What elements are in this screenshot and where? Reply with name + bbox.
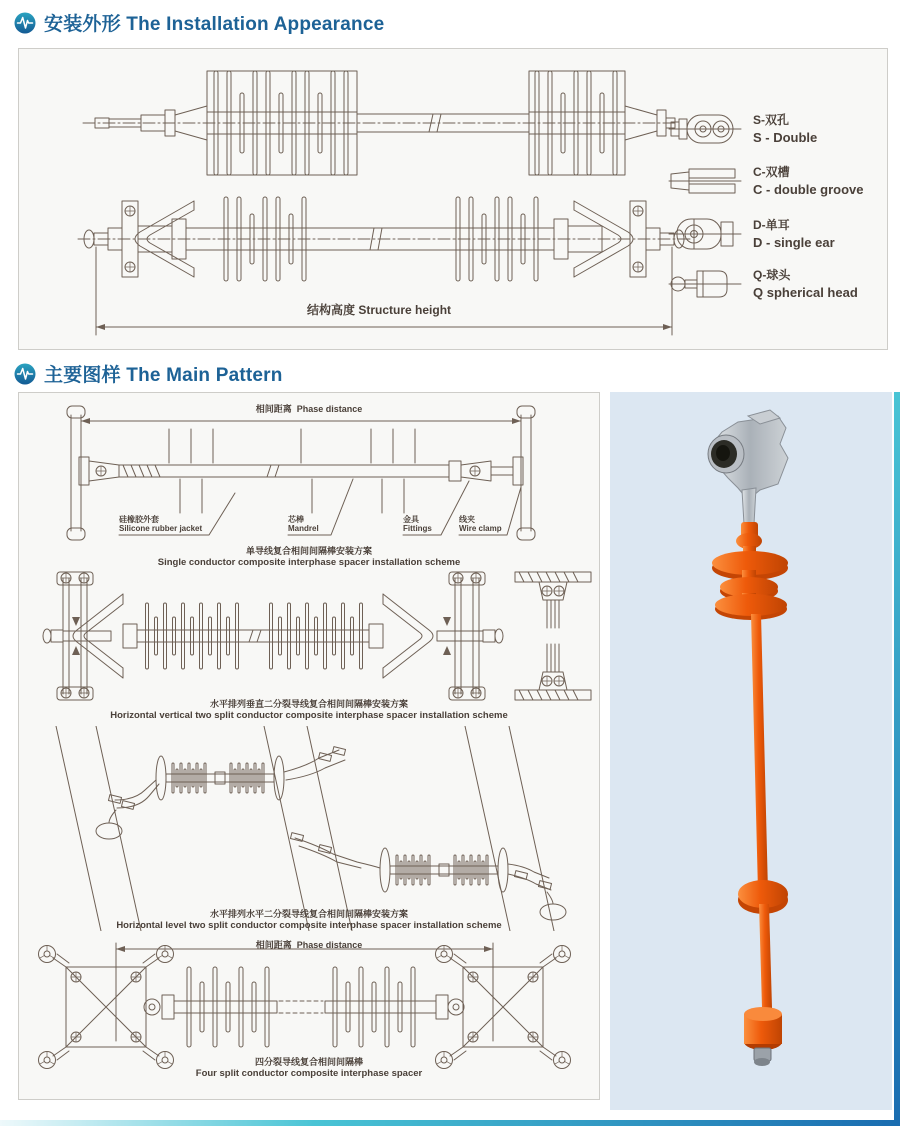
two-split-vertical-spacer-drawing (19, 568, 601, 708)
pulse-icon (14, 363, 36, 385)
caption-diagram2: 水平排列垂直二分裂导线复合相间间隔棒安装方案 Horizontal vertical two split conductor composite interphase spacer installation scheme (110, 699, 508, 721)
caption-diagram3: 水平排列水平二分裂导线复合相间间隔棒安装方案 Horizontal level two split conductor composite interphase spacer installation scheme (116, 909, 502, 931)
two-split-horizontal-spacer-drawing (19, 726, 601, 931)
legend-item-s-double: S-双孔 S - Double (667, 109, 817, 149)
label-wire-clamp: 线夹 Wire clamp (459, 515, 502, 533)
caption-diagram4: 四分裂导线复合相间间隔棒 Four split conductor composite interphase spacer (195, 1057, 423, 1079)
section-header-main-pattern (14, 360, 283, 387)
bottom-edge-accent-strip (0, 1120, 900, 1126)
label-mandrel: 芯棒 Mandrel (288, 515, 319, 533)
section-header-installation (14, 9, 384, 36)
q-spherical-head-icon (667, 264, 743, 304)
c-double-groove-icon (667, 161, 743, 201)
legend-item-d-single-ear: D-单耳 D - single ear (667, 214, 835, 254)
main-pattern-panel (18, 392, 600, 1100)
legend-item-c-double-groove: C-双槽 C - double groove (667, 161, 864, 201)
phase-distance-label: 相间距离 Phase distance (255, 404, 363, 414)
legend-item-q-spherical-head: Q-球头 Q spherical head (667, 264, 858, 304)
section-title: 安装外形 The Installation Appearance (44, 14, 385, 35)
four-split-spacer-drawing (19, 937, 601, 1071)
section-title: 主要图样 The Main Pattern (44, 365, 283, 386)
phase-distance-label: 相间距离 Phase distance (255, 940, 363, 950)
label-fittings: 金具 Fittings (403, 515, 432, 533)
right-edge-accent-strip (894, 392, 900, 1126)
structure-height-label: 结构高度 Structure height (306, 303, 452, 317)
d-single-ear-icon (667, 214, 743, 254)
product-photo-panel (610, 392, 892, 1110)
label-silicone-rubber-jacket: 硅橡胶外套 Silicone rubber jacket (119, 515, 203, 533)
s-double-hole-icon (667, 109, 743, 149)
installation-appearance-panel (18, 48, 888, 350)
interphase-spacer-product-photo (610, 392, 892, 1110)
caption-diagram1: 单导线复合相间间隔棒安装方案 Single conductor composite interphase spacer installation scheme (157, 546, 461, 568)
pulse-icon (14, 12, 36, 34)
